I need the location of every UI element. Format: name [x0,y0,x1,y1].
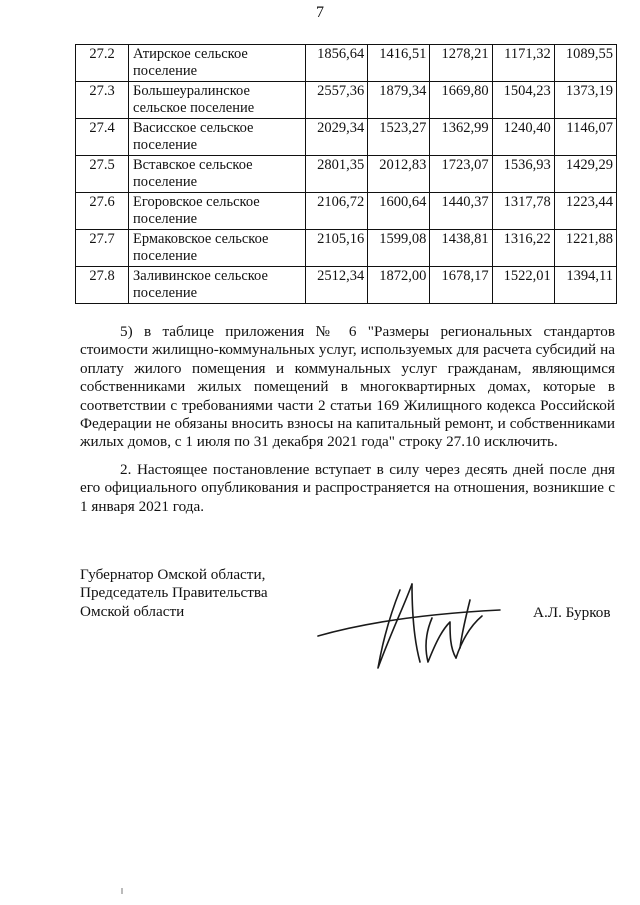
handwritten-signature [300,570,530,680]
signatory-title-line2: Председатель Правительства [80,584,268,602]
scan-mark [121,888,123,894]
paragraph-item-2: 2. Настоящее постановление вступает в силу через десять дней после дня его официального опубликования и распространяется на отношения, возникшие с 1 января 2021 года. [80,461,615,515]
row-number: 27.7 [76,230,129,267]
table-row [76,82,617,119]
rate-value: 1089,55 [554,45,616,82]
settlement-name: Ермаковское сельское поселение [129,230,306,267]
rate-value: 2029,34 [306,119,368,156]
rate-value: 2512,34 [306,267,368,304]
rate-value: 1504,23 [492,82,554,119]
rate-value: 1523,27 [368,119,430,156]
row-number: 27.6 [76,193,129,230]
signatory-name: А.Л. Бурков [533,604,611,621]
settlement-name: Атирское сельское поселение [129,45,306,82]
rate-value: 1317,78 [492,193,554,230]
settlement-name: Большеуралинское сельское поселение [129,82,306,119]
rate-value: 1171,32 [492,45,554,82]
rate-value: 2557,36 [306,82,368,119]
rate-value: 1429,29 [554,156,616,193]
rates-table-body [76,45,617,304]
rate-value: 1438,81 [430,230,492,267]
rate-value: 1221,88 [554,230,616,267]
rate-value: 1879,34 [368,82,430,119]
table-row [76,267,617,304]
rate-value: 1146,07 [554,119,616,156]
rate-value: 1278,21 [430,45,492,82]
table-row [76,119,617,156]
table-row [76,230,617,267]
rate-value: 1373,19 [554,82,616,119]
paragraph-item-5: 5) в таблице приложения № 6 "Размеры региональных стандартов стоимости жилищно-коммунальных услуг, используемых для расчета субсидий на оплату жилого помещения и коммунальных услуг гражданам, являющимся собственниками жилых помещений в многоквартирных домах, которые в соответствии с требованиями части 2 статьи 169 Жилищного кодекса Российской Федерации не обязаны вносить взносы на капитальный ремонт, и собственниками жилых домов, с 1 июля по 31 декабря 2021 года" строку 27.10 исключить. [80,323,615,451]
rate-value: 1362,99 [430,119,492,156]
rate-value: 1316,22 [492,230,554,267]
row-number: 27.5 [76,156,129,193]
rate-value: 1599,08 [368,230,430,267]
settlement-name: Егоровское сельское поселение [129,193,306,230]
table-row [76,193,617,230]
table-row [76,45,617,82]
rate-value: 1600,64 [368,193,430,230]
settlement-name: Васисское сельское поселение [129,119,306,156]
row-number: 27.2 [76,45,129,82]
rates-table [75,44,617,304]
row-number: 27.3 [76,82,129,119]
rate-value: 1394,11 [554,267,616,304]
rate-value: 1240,40 [492,119,554,156]
rate-value: 2106,72 [306,193,368,230]
signatory-title [80,566,268,621]
rate-value: 1536,93 [492,156,554,193]
rate-value: 1223,44 [554,193,616,230]
rate-value: 2012,83 [368,156,430,193]
rate-value: 2105,16 [306,230,368,267]
rate-value: 1723,07 [430,156,492,193]
signatory-title-line1: Губернатор Омской области, [80,566,266,583]
settlement-name: Заливинское сельское поселение [129,267,306,304]
table-row [76,156,617,193]
rate-value: 2801,35 [306,156,368,193]
rate-value: 1678,17 [430,267,492,304]
page-number: 7 [316,4,324,21]
rate-value: 1872,00 [368,267,430,304]
rate-value: 1416,51 [368,45,430,82]
row-number: 27.4 [76,119,129,156]
rate-value: 1440,37 [430,193,492,230]
signatory-title-line3: Омской области [80,602,185,620]
rate-value: 1522,01 [492,267,554,304]
rate-value: 1856,64 [306,45,368,82]
row-number: 27.8 [76,267,129,304]
settlement-name: Вставское сельское поселение [129,156,306,193]
rate-value: 1669,80 [430,82,492,119]
